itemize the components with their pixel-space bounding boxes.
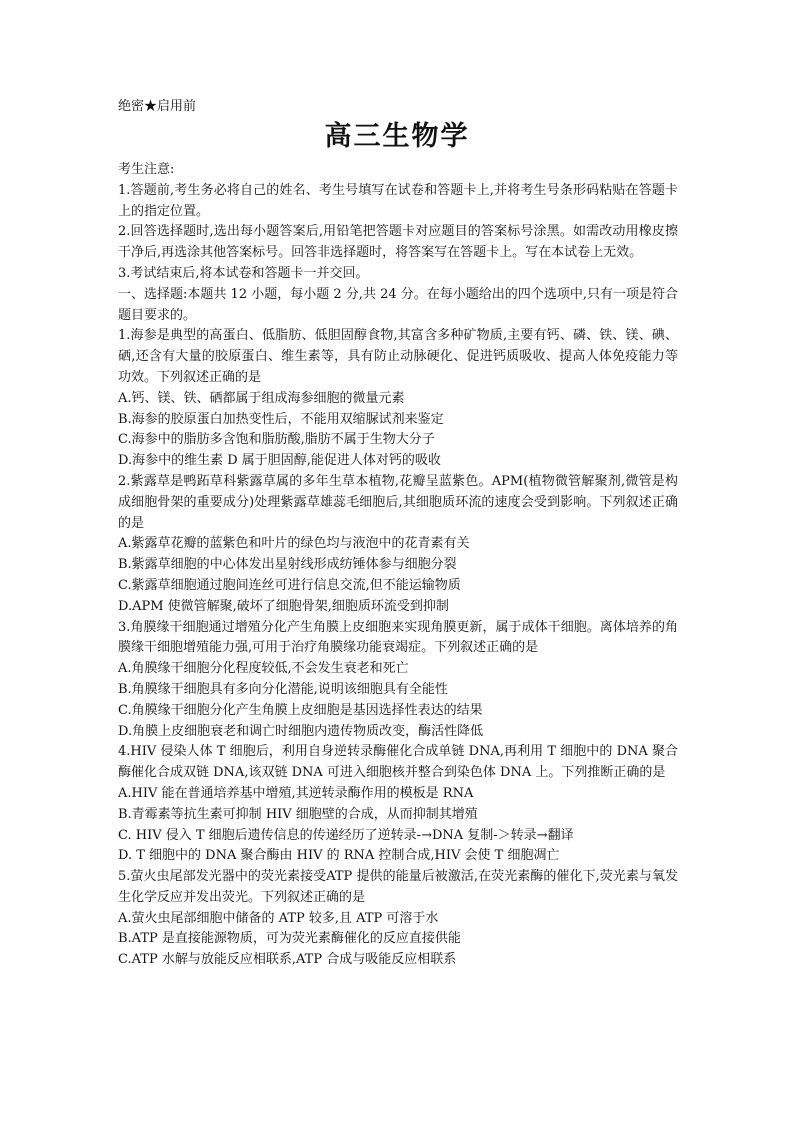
question-option: D.APM 使微管解聚,破坏了细胞骨架,细胞质环流受到抑制 [118,598,449,614]
question-option: B.ATP 是直接能源物质，可为荧光素酶催化的反应直接供能 [118,931,461,947]
question-option: A.HIV 能在普通培养基中增殖,其逆转录酶作用的模板是 RNA [118,785,474,801]
notice-item: 1.答题前,考生务必将自己的姓名、考生号填写在试卷和答题卡上,并将考生号条形码粘贴在答题卡上的指定位置。 [118,182,678,219]
question-stem: 4.HIV 侵染人体 T 细胞后，利用自身逆转录酶催化合成单链 DNA,再利用 T 细胞中的 DNA 聚合酶催化合成双链 DNA,该双链 DNA 可进入细胞核并整合到染色体 DNA 上。下列推断正确的是 [118,744,678,781]
question-stem: 3.角膜缘干细胞通过增殖分化产生角膜上皮细胞来实现角膜更新，属于成体干细胞。离体培养的角膜缘干细胞增殖能力强,可用于治疗角膜缘功能衰竭症。下列叙述正确的是 [118,619,678,656]
question-option: C. HIV 侵入 T 细胞后遗传信息的传递经历了逆转录-→DNA 复制-＞转录→翻译 [118,827,574,843]
question-option: B.紫露草细胞的中心体发出星射线形成纺锤体参与细胞分裂 [118,557,457,573]
question-option: A.钙、镁、铁、硒都属于组成海参细胞的微量元素 [118,390,405,406]
question-option: C.海参中的脂肪多含饱和脂肪酸,脂肪不属于生物大分子 [118,432,435,448]
question-option: A.紫露草花瓣的蓝紫色和叶片的绿色均与液泡中的花青素有关 [118,536,470,552]
question-option: B.青霉素等抗生素可抑制 HIV 细胞壁的合成，从而抑制其增殖 [118,806,478,822]
question-option: D.海参中的维生素 D 属于胆固醇,能促进人体对钙的吸收 [118,453,441,469]
notice-heading: 考生注意: [118,162,175,177]
section-heading: 一、选择题:本题共 12 小题，每小题 2 分,共 24 分。在每小题给出的四个选项中,只有一项是符合题目要求的。 [118,286,678,323]
exam-content [118,160,678,971]
question-option: D. T 细胞中的 DNA 聚合酶由 HIV 的 RNA 控制合成,HIV 会使 T 细胞凋亡 [118,848,560,864]
question-option: A.萤火虫尾部细胞中储备的 ATP 较多,且 ATP 可溶于水 [118,910,439,926]
question-stem: 1.海参是典型的高蛋白、低脂肪、低胆固醇食物,其富含多种矿物质,主要有钙、磷、铁、镁、碘、硒,还含有大量的胶原蛋白、维生素等，具有防止动脉硬化、促进钙质吸收、提高人体免疫能力等功效。下列叙述正确的是 [118,328,678,385]
question-option: C.角膜缘干细胞分化产生角膜上皮细胞是基因选择性表达的结果 [118,702,483,718]
question-option: C.ATP 水解与放能反应相联系,ATP 合成与吸能反应相联系 [118,952,457,968]
page-title: 高三生物学 [324,121,470,152]
question-option: C.紫露草细胞通过胞间连丝可进行信息交流,但不能运输物质 [118,577,461,593]
confidential-label: 绝密★启用前 [118,99,197,114]
question-option: B.海参的胶原蛋白加热变性后，不能用双缩脲试剂来鉴定 [118,411,444,427]
question-stem: 5.萤火虫尾部发光器中的荧光素接受ATP 提供的能量后被激活,在荧光素酶的催化下,荧光素与氧发生化学反应并发出荧光。下列叙述正确的是 [118,869,678,905]
question-stem: 2.紫露草是鸭跖草科紫露草属的多年生草本植物,花瓣呈蓝紫色。APM(植物微管解聚剂,微管是构成细胞骨架的重要成分)处理紫露草雄蕊毛细胞后,其细胞质环流的速度会受到影响。下列叙述正确的是 [118,473,678,531]
question-option: D.角膜上皮细胞衰老和调亡时细胞内遗传物质改变，酶活性降低 [118,723,484,739]
notice-item: 3.考试结束后,将本试卷和答题卡一并交回。 [118,265,369,281]
notice-item: 2.回答选择题时,选出每小题答案后,用铅笔把答题卡对应题目的答案标号涂黑。如需改动用橡皮擦干净后,再选涂其他答案标号。回答非选择题时，将答案写在答题卡上。写在本试卷上无效。 [118,224,678,261]
question-option: B.角膜缘干细胞具有多向分化潜能,说明该细胞具有全能性 [118,681,448,697]
question-option: A.角膜缘干细胞分化程度较低,不会发生衰老和死亡 [118,661,409,677]
